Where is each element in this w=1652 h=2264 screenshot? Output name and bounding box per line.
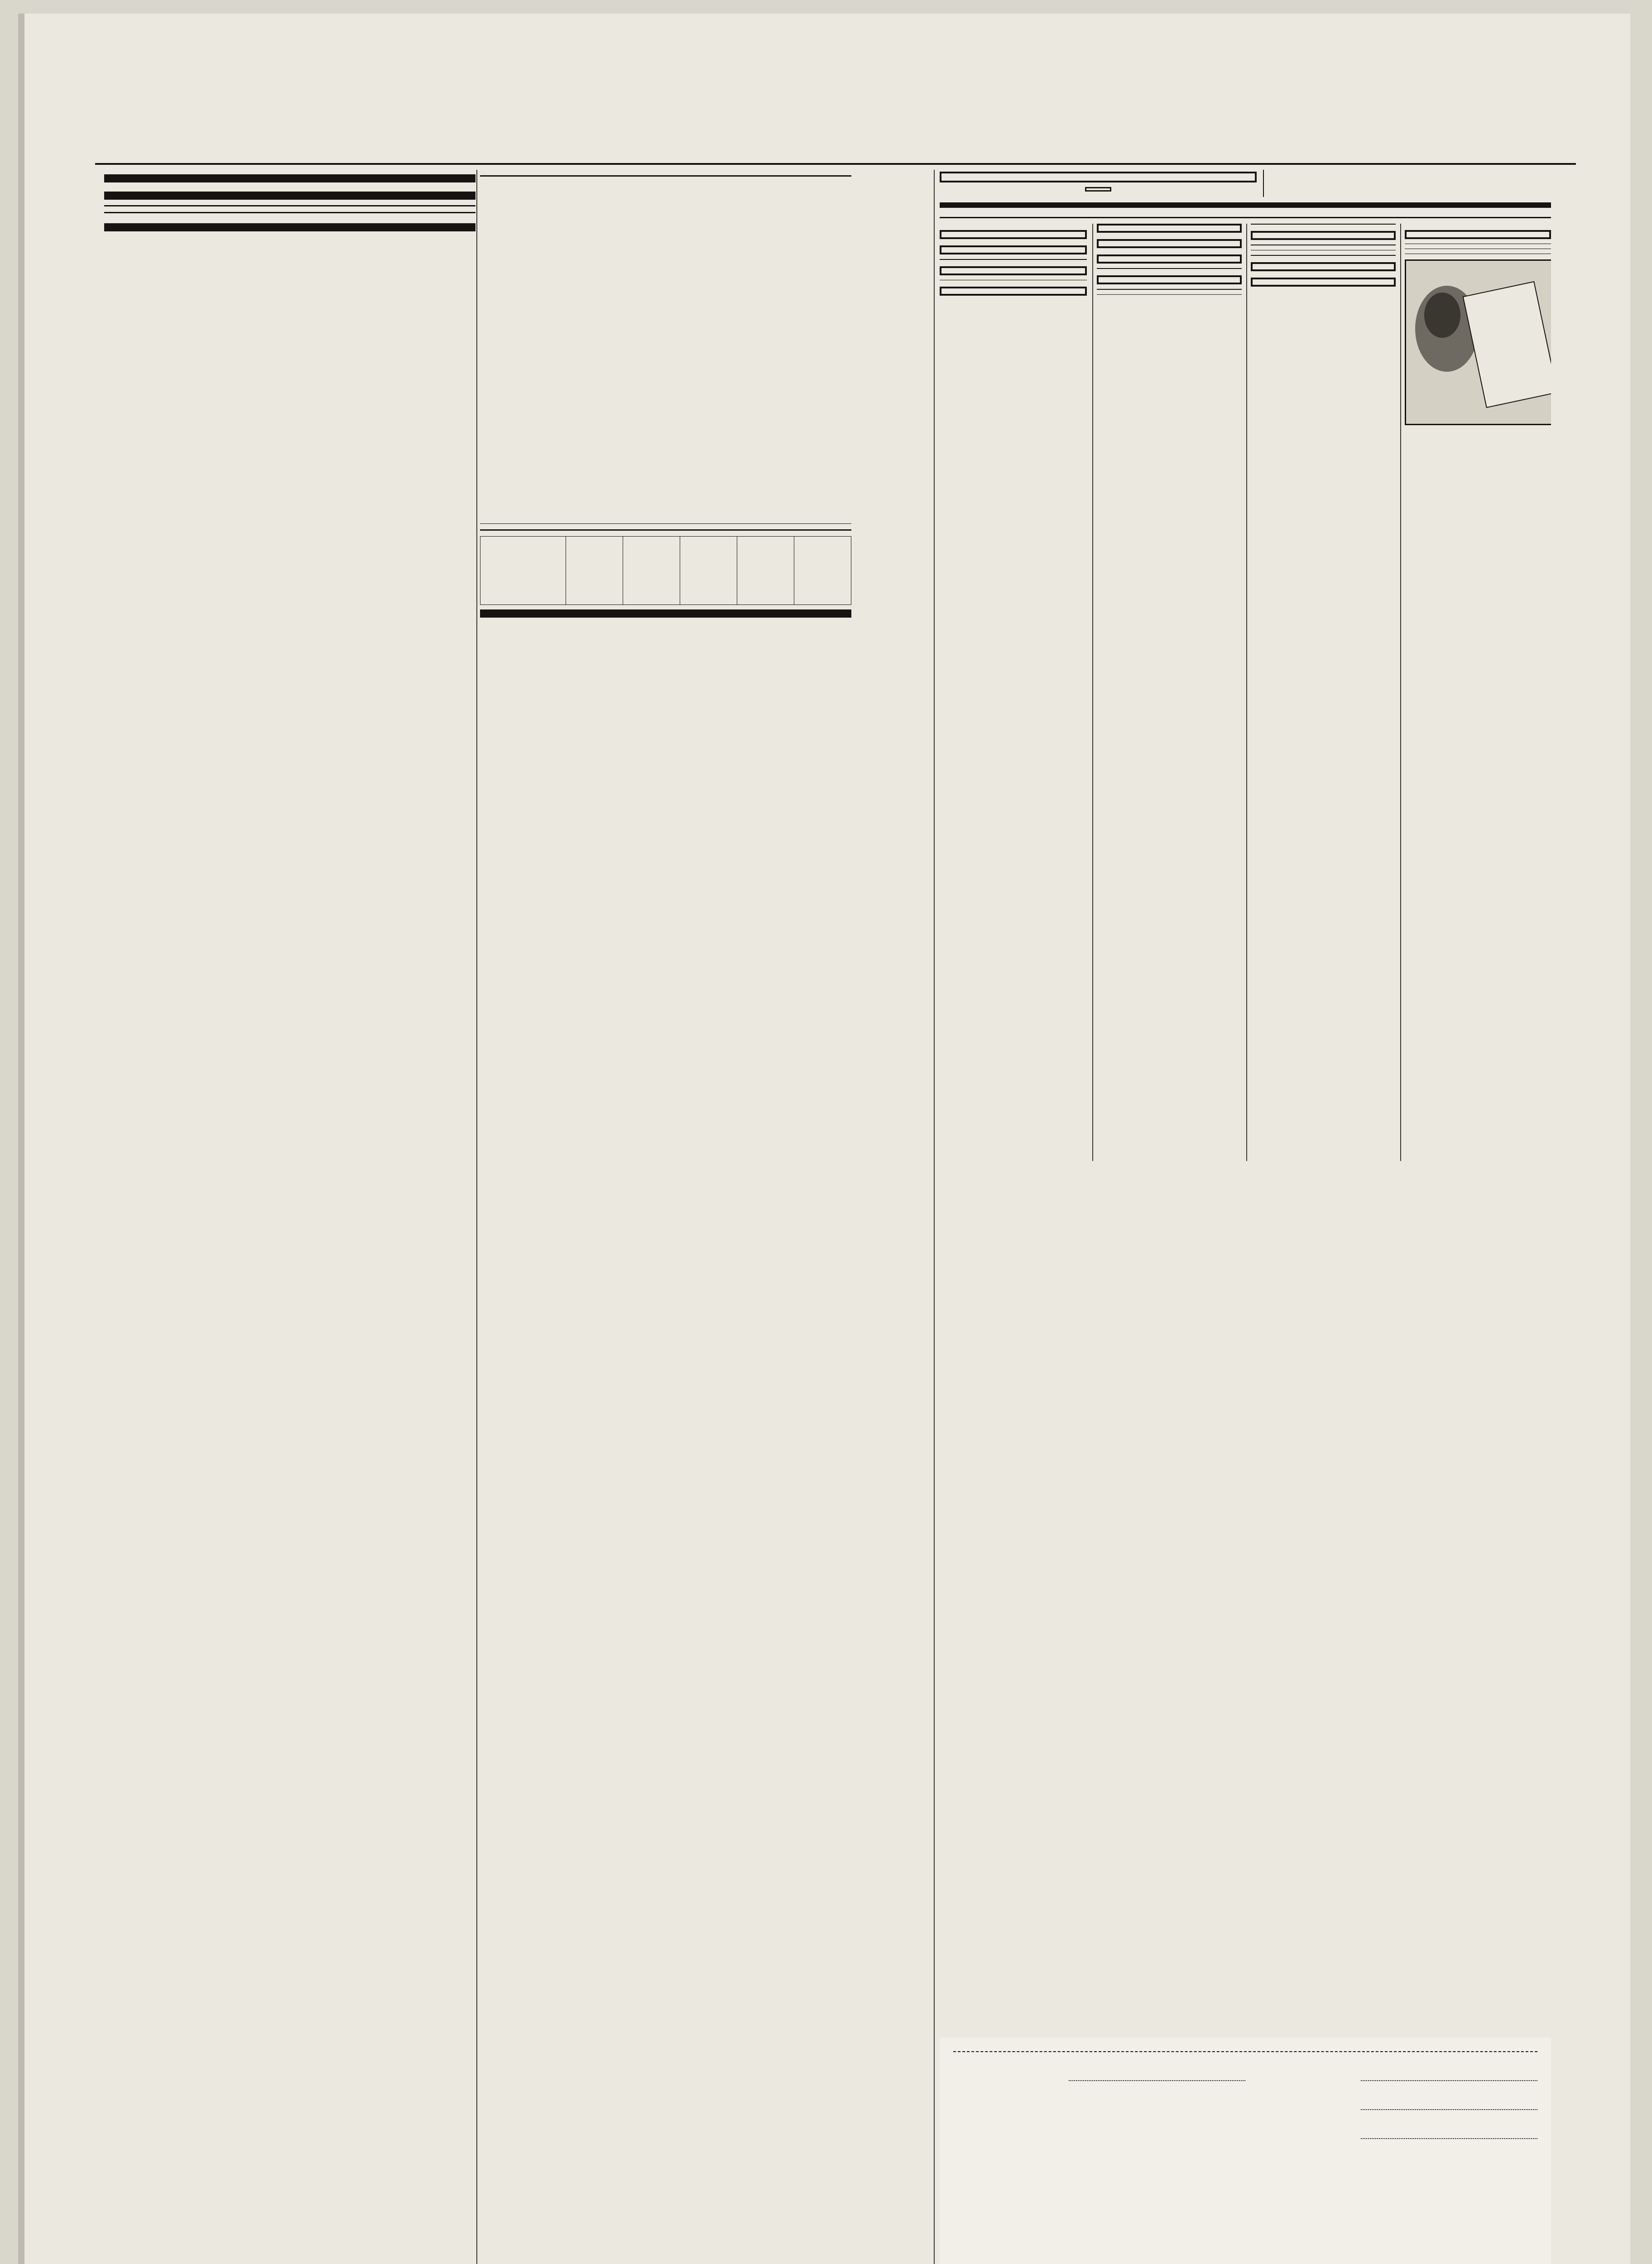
rule	[1097, 294, 1242, 295]
ort-datum-input[interactable]	[1069, 2061, 1245, 2081]
radio-head	[940, 172, 1257, 182]
rule-bar	[104, 174, 475, 182]
sprachen-head	[940, 259, 1087, 260]
weather-table	[480, 536, 851, 605]
crossword-grid[interactable]	[494, 182, 838, 517]
classifieds-col-3	[1251, 224, 1396, 291]
classifieds-divider	[1400, 224, 1401, 1161]
vermieten-button[interactable]	[1097, 224, 1242, 233]
radio-section	[940, 170, 1551, 197]
classifieds-col-1	[940, 224, 1087, 300]
beruf-row	[953, 2090, 1537, 2110]
classifieds-divider	[1246, 224, 1247, 1161]
radio-right-text	[1270, 170, 1551, 197]
diverses-head	[1251, 255, 1396, 256]
column-divider	[934, 170, 935, 2264]
kost-logis-button[interactable]	[940, 287, 1087, 296]
order-form-cut-note	[953, 2047, 1537, 2052]
classifieds-col-2	[1097, 224, 1242, 299]
weibliche-head	[1097, 268, 1242, 269]
order-form-fields	[953, 2061, 1537, 2139]
rule	[480, 529, 851, 531]
maennliche-head	[1097, 289, 1242, 290]
header-rule	[95, 163, 1576, 165]
aerzte-button[interactable]	[1405, 230, 1551, 239]
kauf-verkauf-button[interactable]	[1251, 231, 1396, 240]
product-advertisement-image	[1405, 259, 1551, 425]
column-1	[104, 170, 475, 2264]
weather-col-head	[737, 537, 794, 605]
rule	[940, 217, 1551, 218]
versch-anzeigen-button[interactable]	[1251, 278, 1396, 287]
rule-bar	[480, 609, 851, 618]
weather-date-cell	[480, 537, 566, 605]
kleiner-anzeiger-head	[940, 202, 1551, 208]
mieten-gesucht-button[interactable]	[1097, 239, 1242, 248]
rule	[480, 175, 851, 177]
order-form	[940, 2038, 1551, 2264]
crossword-section	[480, 182, 851, 524]
weiblich-head	[1251, 224, 1396, 225]
stellen-gesuche-button[interactable]	[1097, 275, 1242, 284]
weather-col-head	[680, 537, 737, 605]
ort-datum-row	[953, 2061, 1537, 2081]
rule	[480, 523, 851, 524]
geld-verkehr-button[interactable]	[1251, 262, 1396, 271]
weather-col-head	[623, 537, 680, 605]
classifieds-grid	[940, 224, 1551, 1161]
page-header	[95, 127, 1576, 163]
adresse-input[interactable]	[1361, 2119, 1537, 2139]
radio-divider	[1263, 170, 1264, 197]
column-3	[940, 170, 1551, 2264]
rule-bar	[104, 192, 475, 200]
radio-date	[1085, 187, 1111, 192]
newspaper-page	[18, 14, 1630, 2264]
column-divider	[476, 170, 477, 2264]
beruf-input[interactable]	[1361, 2090, 1537, 2110]
landaufenthalt-button[interactable]	[940, 266, 1087, 275]
offene-stellen-button[interactable]	[1097, 254, 1242, 264]
advertisement-illustration	[1406, 261, 1551, 424]
weather-col-head	[566, 537, 623, 605]
classifieds-col-4	[1405, 224, 1551, 425]
prague-guide	[104, 205, 475, 206]
adresse-row	[953, 2119, 1537, 2139]
rule-bar	[104, 223, 475, 231]
crossword-grid-wrap	[494, 182, 838, 517]
weather-section	[480, 536, 851, 605]
name-input[interactable]	[1361, 2061, 1537, 2081]
heirat-button[interactable]	[940, 230, 1087, 239]
weather-col-head	[794, 537, 851, 605]
unterricht-button[interactable]	[940, 245, 1087, 254]
radio-left	[940, 170, 1257, 197]
column-2	[480, 170, 851, 2264]
classifieds-divider	[1092, 224, 1093, 1161]
rule	[104, 212, 475, 213]
rule	[104, 205, 475, 206]
